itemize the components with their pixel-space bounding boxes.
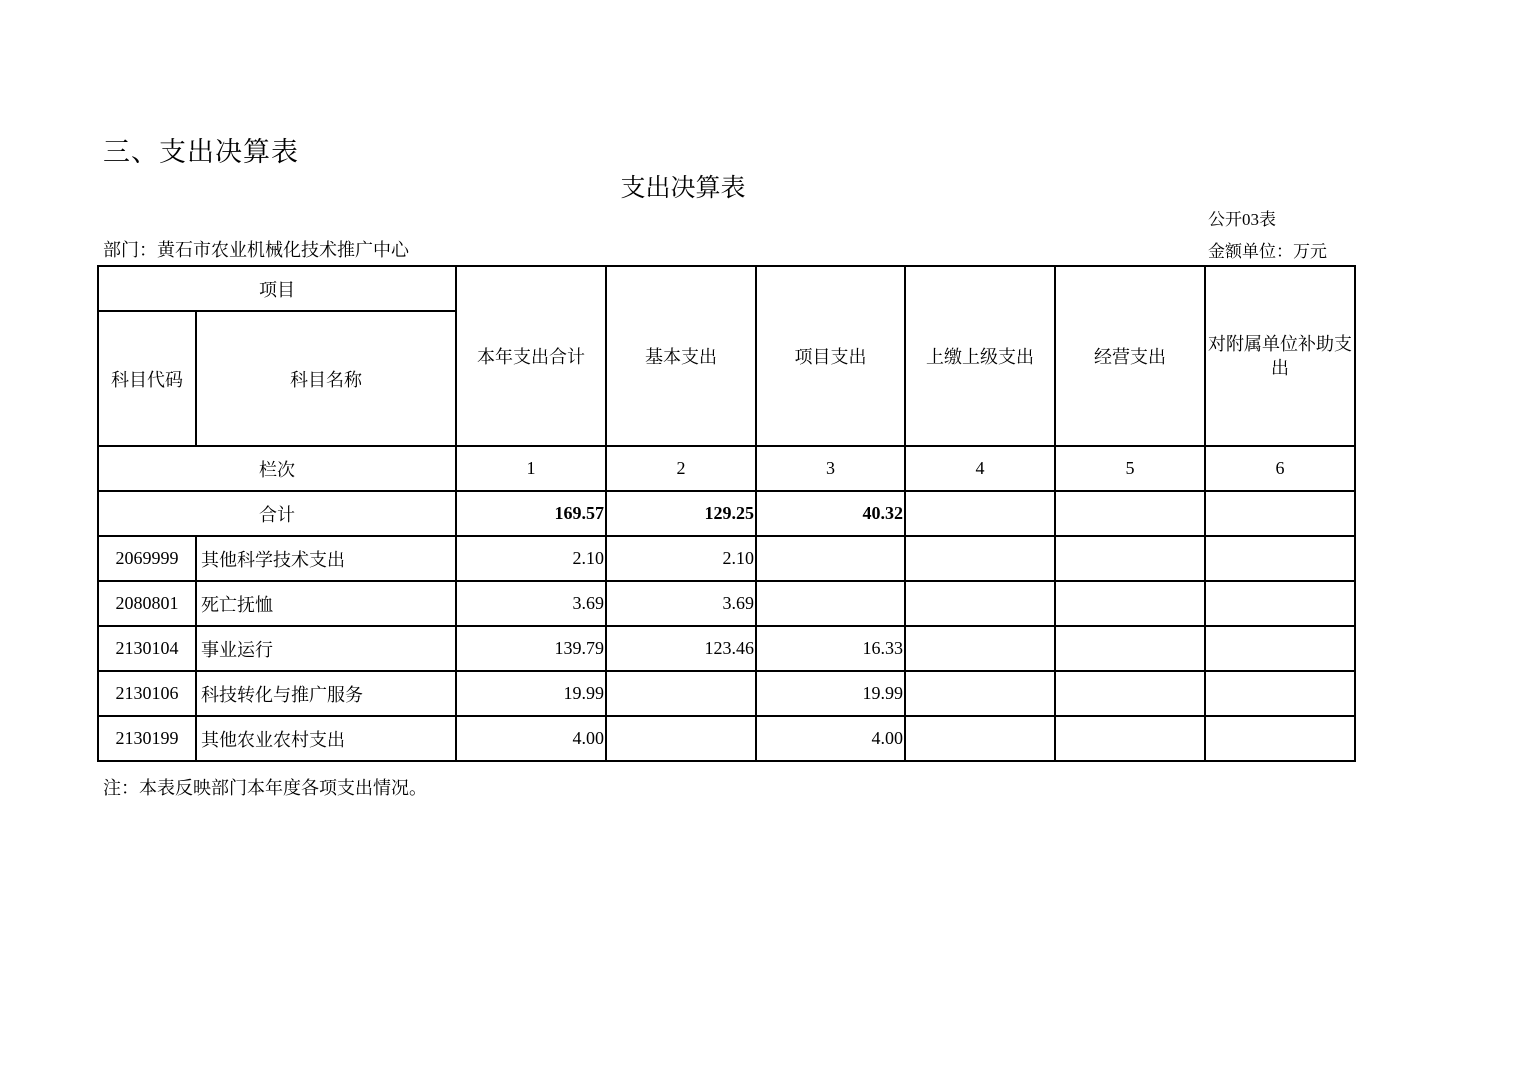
section-heading: 三、支出决算表 [103,137,299,168]
column-index-label: 栏次 [98,446,456,491]
expenditure-table [97,265,1356,762]
row-value [606,716,756,761]
row-value: 16.33 [756,626,905,671]
row-name: 死亡抚恤 [196,581,456,626]
header-row-1 [98,266,1355,311]
total-value [1205,491,1355,536]
row-value [905,581,1055,626]
row-name: 其他农业农村支出 [196,716,456,761]
row-value [756,581,905,626]
total-row [98,491,1355,536]
total-value: 169.57 [456,491,606,536]
column-index-number: 1 [456,446,606,491]
table-row [98,536,1355,581]
column-index-number: 6 [1205,446,1355,491]
column-index-row [98,446,1355,491]
row-code: 2130104 [98,626,196,671]
header-code: 科目代码 [98,311,196,446]
row-code: 2130199 [98,716,196,761]
row-value [756,536,905,581]
row-value [905,716,1055,761]
table-title: 支出决算表 [620,173,746,202]
row-value: 123.46 [606,626,756,671]
row-value: 3.69 [606,581,756,626]
table-row [98,581,1355,626]
total-label: 合计 [98,491,456,536]
row-value [1055,536,1205,581]
row-value [905,626,1055,671]
table-row [98,626,1355,671]
row-value: 2.10 [456,536,606,581]
row-value: 2.10 [606,536,756,581]
table-note: 注：本表反映部门本年度各项支出情况。 [103,778,427,798]
column-index-number: 3 [756,446,905,491]
row-value [1055,671,1205,716]
row-value [1055,626,1205,671]
row-value [1055,581,1205,626]
row-value [905,671,1055,716]
header-col5: 经营支出 [1055,266,1205,446]
row-name: 事业运行 [196,626,456,671]
row-value: 4.00 [456,716,606,761]
total-value: 40.32 [756,491,905,536]
table-row [98,716,1355,761]
amount-unit-label: 金额单位：万元 [1208,242,1327,261]
header-name: 科目名称 [196,311,456,446]
table-row [98,671,1355,716]
row-value [1205,581,1355,626]
row-value: 139.79 [456,626,606,671]
form-number: 公开03表 [1208,210,1276,229]
row-value: 3.69 [456,581,606,626]
total-value: 129.25 [606,491,756,536]
row-value [1205,671,1355,716]
row-value [606,671,756,716]
row-value [1205,626,1355,671]
header-col2: 基本支出 [606,266,756,446]
row-value [905,536,1055,581]
row-name: 科技转化与推广服务 [196,671,456,716]
row-value: 19.99 [756,671,905,716]
row-value: 19.99 [456,671,606,716]
department-label: 部门：黄石市农业机械化技术推广中心 [103,240,409,260]
header-col3: 项目支出 [756,266,905,446]
row-value [1205,536,1355,581]
row-value [1055,716,1205,761]
header-col4: 上缴上级支出 [905,266,1055,446]
row-code: 2130106 [98,671,196,716]
column-index-number: 2 [606,446,756,491]
row-code: 2080801 [98,581,196,626]
header-item: 项目 [98,266,456,311]
header-col1: 本年支出合计 [456,266,606,446]
total-value [1055,491,1205,536]
row-value [1205,716,1355,761]
column-index-number: 4 [905,446,1055,491]
row-name: 其他科学技术支出 [196,536,456,581]
total-value [905,491,1055,536]
header-col6: 对附属单位补助支出 [1205,266,1355,446]
row-value: 4.00 [756,716,905,761]
row-code: 2069999 [98,536,196,581]
column-index-number: 5 [1055,446,1205,491]
